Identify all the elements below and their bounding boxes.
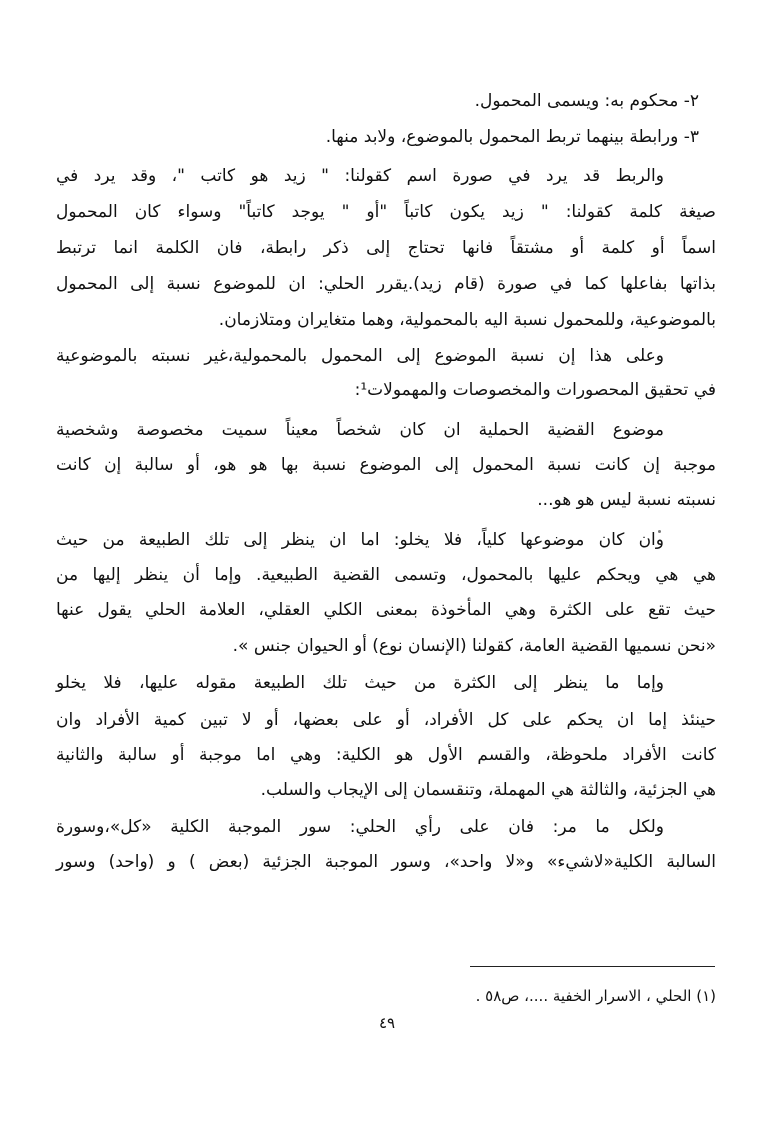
paragraph-line: السالبة الكلية«لاشيء» و«لا واحد»، وسور الموجبة الجزئية (بعض ) و (واحد) وسور [56,852,716,872]
paragraph-line: كانت الأفراد ملحوظة، والقسم الأول هو الكلية: وهي اما موجبة أو سالبة والثانية [56,745,716,765]
footnote: (١) الحلي ، الاسرار الخفية ....، ص٥٨ . [475,987,716,1005]
paragraph-line: وعلى هذا إن نسبة الموضوع إلى المحمول بالمحمولية،غير نسبته بالموضوعية [56,346,664,366]
paragraph-line: وان كان موضوعها كلياً، فلا يخلو: اما ان ينظر إلى تلك الطبيعة من حيث [56,530,664,550]
paragraph-line: هي هي ويحكم عليها بالمحمول، وتسمى القضية الطبيعية. وإما أن ينظر إليها من [56,565,716,585]
paragraph-line: في تحقيق المحصورات والمخصوصات والمهمولات¹: [354,380,716,400]
paragraph-line: بالموضوعية، وللمحمول نسبة اليه بالمحمولية، وهما متغايران ومتلازمان. [218,310,716,330]
paragraph-line: حينئذ إما ان يحكم على كل الأفراد، أو على بعضها، أو لا تبين كمية الأفراد وان [56,710,716,730]
footnote-separator [470,966,715,967]
paragraph-line: موضوع القضية الحملية ان كان شخصاً معيناً سميت مخصوصة وشخصية [56,420,664,440]
paragraph-line: اسماً أو كلمة أو مشتقاً فانها تحتاج إلى ذكر رابطة، فان الكلمة انما ترتبط [56,238,716,258]
paragraph-line: حيث تقع على الكثرة وهي المأخوذة بمعنى الكلي العقلي، العلامة الحلي يقول عنها [56,600,716,620]
paragraph-line: والربط قد يرد في صورة اسم كقولنا: " زيد هو كاتب "، وقد يرد في [56,166,664,186]
paragraph-line: صيغة كلمة كقولنا: " زيد يكون كاتباً "أو " يوجد كاتباً" وسواء كان المحمول [56,202,716,222]
list-item-predicate: ٢- محكوم به: ويسمى المحمول. [474,91,699,111]
page-number: ٤٩ [378,1014,396,1032]
paragraph-line: «نحن نسميها القضية العامة، كقولنا (الإنسان نوع) أو الحيوان جنس ». [232,636,716,656]
paragraph-line: ولكل ما مر: فان على رأي الحلي: سور الموجبة الكلية «كل»،وسورة [56,817,664,837]
paragraph-line: وإما ما ينظر إلى الكثرة من حيث تلك الطبيعة مقوله عليها، فلا يخلو [56,673,664,693]
paragraph-line: بذاتها بفاعلها كما في صورة (قام زيد).يقرر الحلي: ان للموضوع نسبة إلى المحمول [56,274,716,294]
paragraph-line: نسبته نسبة ليس هو هو... [537,490,716,510]
list-item-copula: ٣- ورابطة بينهما تربط المحمول بالموضوع، ولابد منها. [325,127,699,147]
paragraph-line: هي الجزئية، والثالثة هي المهملة، وتنقسمان إلى الإيجاب والسلب. [260,780,716,800]
paragraph-line: موجبة إن كانت نسبة المحمول إلى الموضوع نسبة بها هو هو، أو سالبة إن كانت [56,455,716,475]
